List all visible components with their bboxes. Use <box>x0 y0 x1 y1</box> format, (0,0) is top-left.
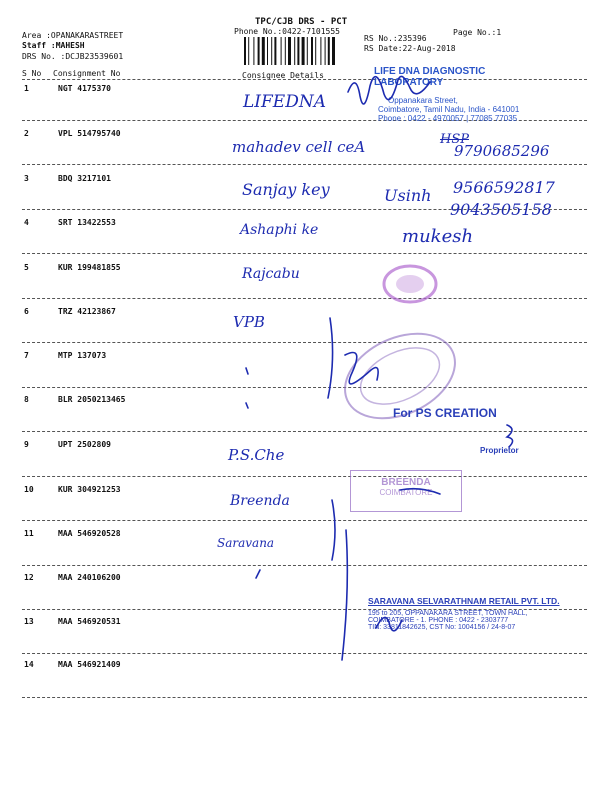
consignment-number: MAA 546920528 <box>58 529 121 538</box>
ps-creation-proprietor: Proprietor <box>480 446 519 455</box>
row-number: 14 <box>24 660 34 669</box>
barcode-bar <box>325 37 326 65</box>
row-number: 2 <box>24 129 29 138</box>
barcode-bar <box>262 37 265 65</box>
row-number: 7 <box>24 351 29 360</box>
barcode-bar <box>274 37 276 65</box>
handwritten-r11: Saravana <box>217 536 275 550</box>
handwritten-r6: VPB <box>233 313 265 331</box>
barcode-bar <box>248 37 249 65</box>
row-number: 11 <box>24 529 34 538</box>
rs-date: RS Date:22-Aug-2018 <box>364 44 456 53</box>
staff-label: Staff :MAHESH <box>22 41 85 50</box>
row-number: 13 <box>24 617 34 626</box>
barcode-bar <box>297 37 299 65</box>
barcode-bar <box>271 37 272 65</box>
barcode-bar <box>320 37 321 65</box>
row-divider <box>22 164 587 165</box>
row-divider <box>22 253 587 254</box>
barcode-bar <box>302 37 305 65</box>
handwritten-r2-phone: 9790685296 <box>454 142 550 160</box>
consignment-number: UPT 2502809 <box>58 440 111 449</box>
handwritten-r3-phone: 9566592817 <box>453 178 555 197</box>
page-number: Page No.:1 <box>453 28 502 37</box>
row-divider <box>22 520 587 521</box>
life-dna-title: LIFE DNA DIAGNOSTIC LABORATORY <box>374 66 486 88</box>
saravana-stamp <box>368 596 560 631</box>
ps-creation-title: For PS CREATION <box>393 406 497 420</box>
row-divider <box>22 565 587 566</box>
breenda-stamp <box>350 470 462 512</box>
barcode-bar <box>244 37 246 65</box>
barcode-bar <box>332 37 335 65</box>
life-dna-line2: Coimbatore, Tamil Nadu, India - 641001 <box>378 105 520 114</box>
row-number: 1 <box>24 84 29 93</box>
consignment-header: Consignment No <box>53 69 121 78</box>
consignment-number: KUR 199481855 <box>58 263 121 272</box>
barcode-bar <box>288 37 291 65</box>
row7-mark <box>246 368 248 374</box>
handwritten-r5: Rajcabu <box>242 266 300 282</box>
row-number: 3 <box>24 174 29 183</box>
consignment-number: BLR 2050213465 <box>58 395 126 404</box>
row11-stroke <box>342 530 347 660</box>
row-divider <box>22 431 587 432</box>
row-divider <box>22 653 587 654</box>
rs-number: RS No.:235396 <box>364 34 427 43</box>
consignment-number: MAA 546921409 <box>58 660 121 669</box>
handwritten-r2-hsp: HSP <box>440 132 469 147</box>
consignee-header: Consignee Details <box>242 71 324 80</box>
saravana-name: SARAVANA SELVARATHNAM RETAIL PVT. LTD. <box>368 596 560 606</box>
row-number: 4 <box>24 218 29 227</box>
row-number: 12 <box>24 573 34 582</box>
consignment-number: KUR 304921253 <box>58 485 121 494</box>
row10-stroke <box>332 500 335 560</box>
barcode-bar <box>307 37 308 65</box>
saravana-tin: TIN: 33811842625, CST No: 1004156 / 24-8-07 <box>368 624 516 631</box>
handwritten-r10: Breenda <box>230 493 290 509</box>
life-dna-line3: Phone : 0422 - 4970057 | 77085 77035 <box>378 114 518 123</box>
saravana-address: 195 to 205, OPPANAKARA STREET, TOWN HALL, <box>368 610 528 617</box>
barcode-bar <box>258 37 260 65</box>
handwritten-r9: P.S.Che <box>228 446 285 464</box>
handwritten-r1: LIFEDNA <box>243 92 326 112</box>
consignment-number: VPL 514795740 <box>58 129 121 138</box>
life-dna-line1: Oppanakara Street, <box>388 96 458 105</box>
row-divider <box>22 342 587 343</box>
ps-creation-signature <box>507 425 513 447</box>
row-divider <box>22 476 587 477</box>
handwritten-r2: mahadev cell ceA <box>232 138 366 156</box>
consignment-number: NGT 4175370 <box>58 84 111 93</box>
handwritten-r3-phone2: 9043505158 <box>450 200 552 219</box>
barcode-bar <box>328 37 330 65</box>
consignment-number: MAA 240106200 <box>58 573 121 582</box>
row-number: 10 <box>24 485 34 494</box>
row-divider <box>22 387 587 388</box>
drs-number: DRS No. :DCJB23539601 <box>22 52 124 61</box>
barcode-bar <box>281 37 282 65</box>
handwritten-r4-b: mukesh <box>402 226 474 247</box>
handwritten-r3-b: Usinh <box>384 186 432 205</box>
handwritten-r4: Ashaphi ke <box>240 222 319 238</box>
row12-mark <box>256 570 260 578</box>
sno-header: S No <box>22 69 42 78</box>
row-number: 8 <box>24 395 29 404</box>
breenda-stamp-city: COIMBATORE <box>379 488 433 497</box>
row-number: 9 <box>24 440 29 449</box>
barcode-bar <box>267 37 268 65</box>
row-divider <box>22 697 587 698</box>
life-dna-stamp <box>374 66 556 123</box>
consignment-number: MTP 137073 <box>58 351 107 360</box>
consignment-number: SRT 13422553 <box>58 218 116 227</box>
round-stamp <box>380 262 440 306</box>
area-label: Area :OPANAKARASTREET <box>22 31 124 40</box>
row-number: 6 <box>24 307 29 316</box>
row8-mark <box>246 403 248 408</box>
report-title: TPC/CJB DRS - PCT <box>255 17 348 27</box>
consignment-number: MAA 546920531 <box>58 617 121 626</box>
consignment-number: BDQ 3217101 <box>58 174 111 183</box>
barcode-bar <box>253 37 254 65</box>
barcode-bar <box>315 37 316 65</box>
saravana-phone: COIMBATORE - 1. PHONE : 0422 - 2303777 <box>368 617 509 624</box>
barcode-bar <box>311 37 313 65</box>
phone-number: Phone No.:0422-7101555 <box>234 27 340 36</box>
consignment-number: TRZ 42123867 <box>58 307 116 316</box>
barcode <box>244 37 356 65</box>
breenda-stamp-name: BREENDA <box>381 477 431 488</box>
barcode-bar <box>285 37 286 65</box>
row-number: 5 <box>24 263 29 272</box>
row-divider <box>22 298 587 299</box>
handwritten-r3: Sanjay key <box>242 180 330 199</box>
barcode-bar <box>294 37 295 65</box>
